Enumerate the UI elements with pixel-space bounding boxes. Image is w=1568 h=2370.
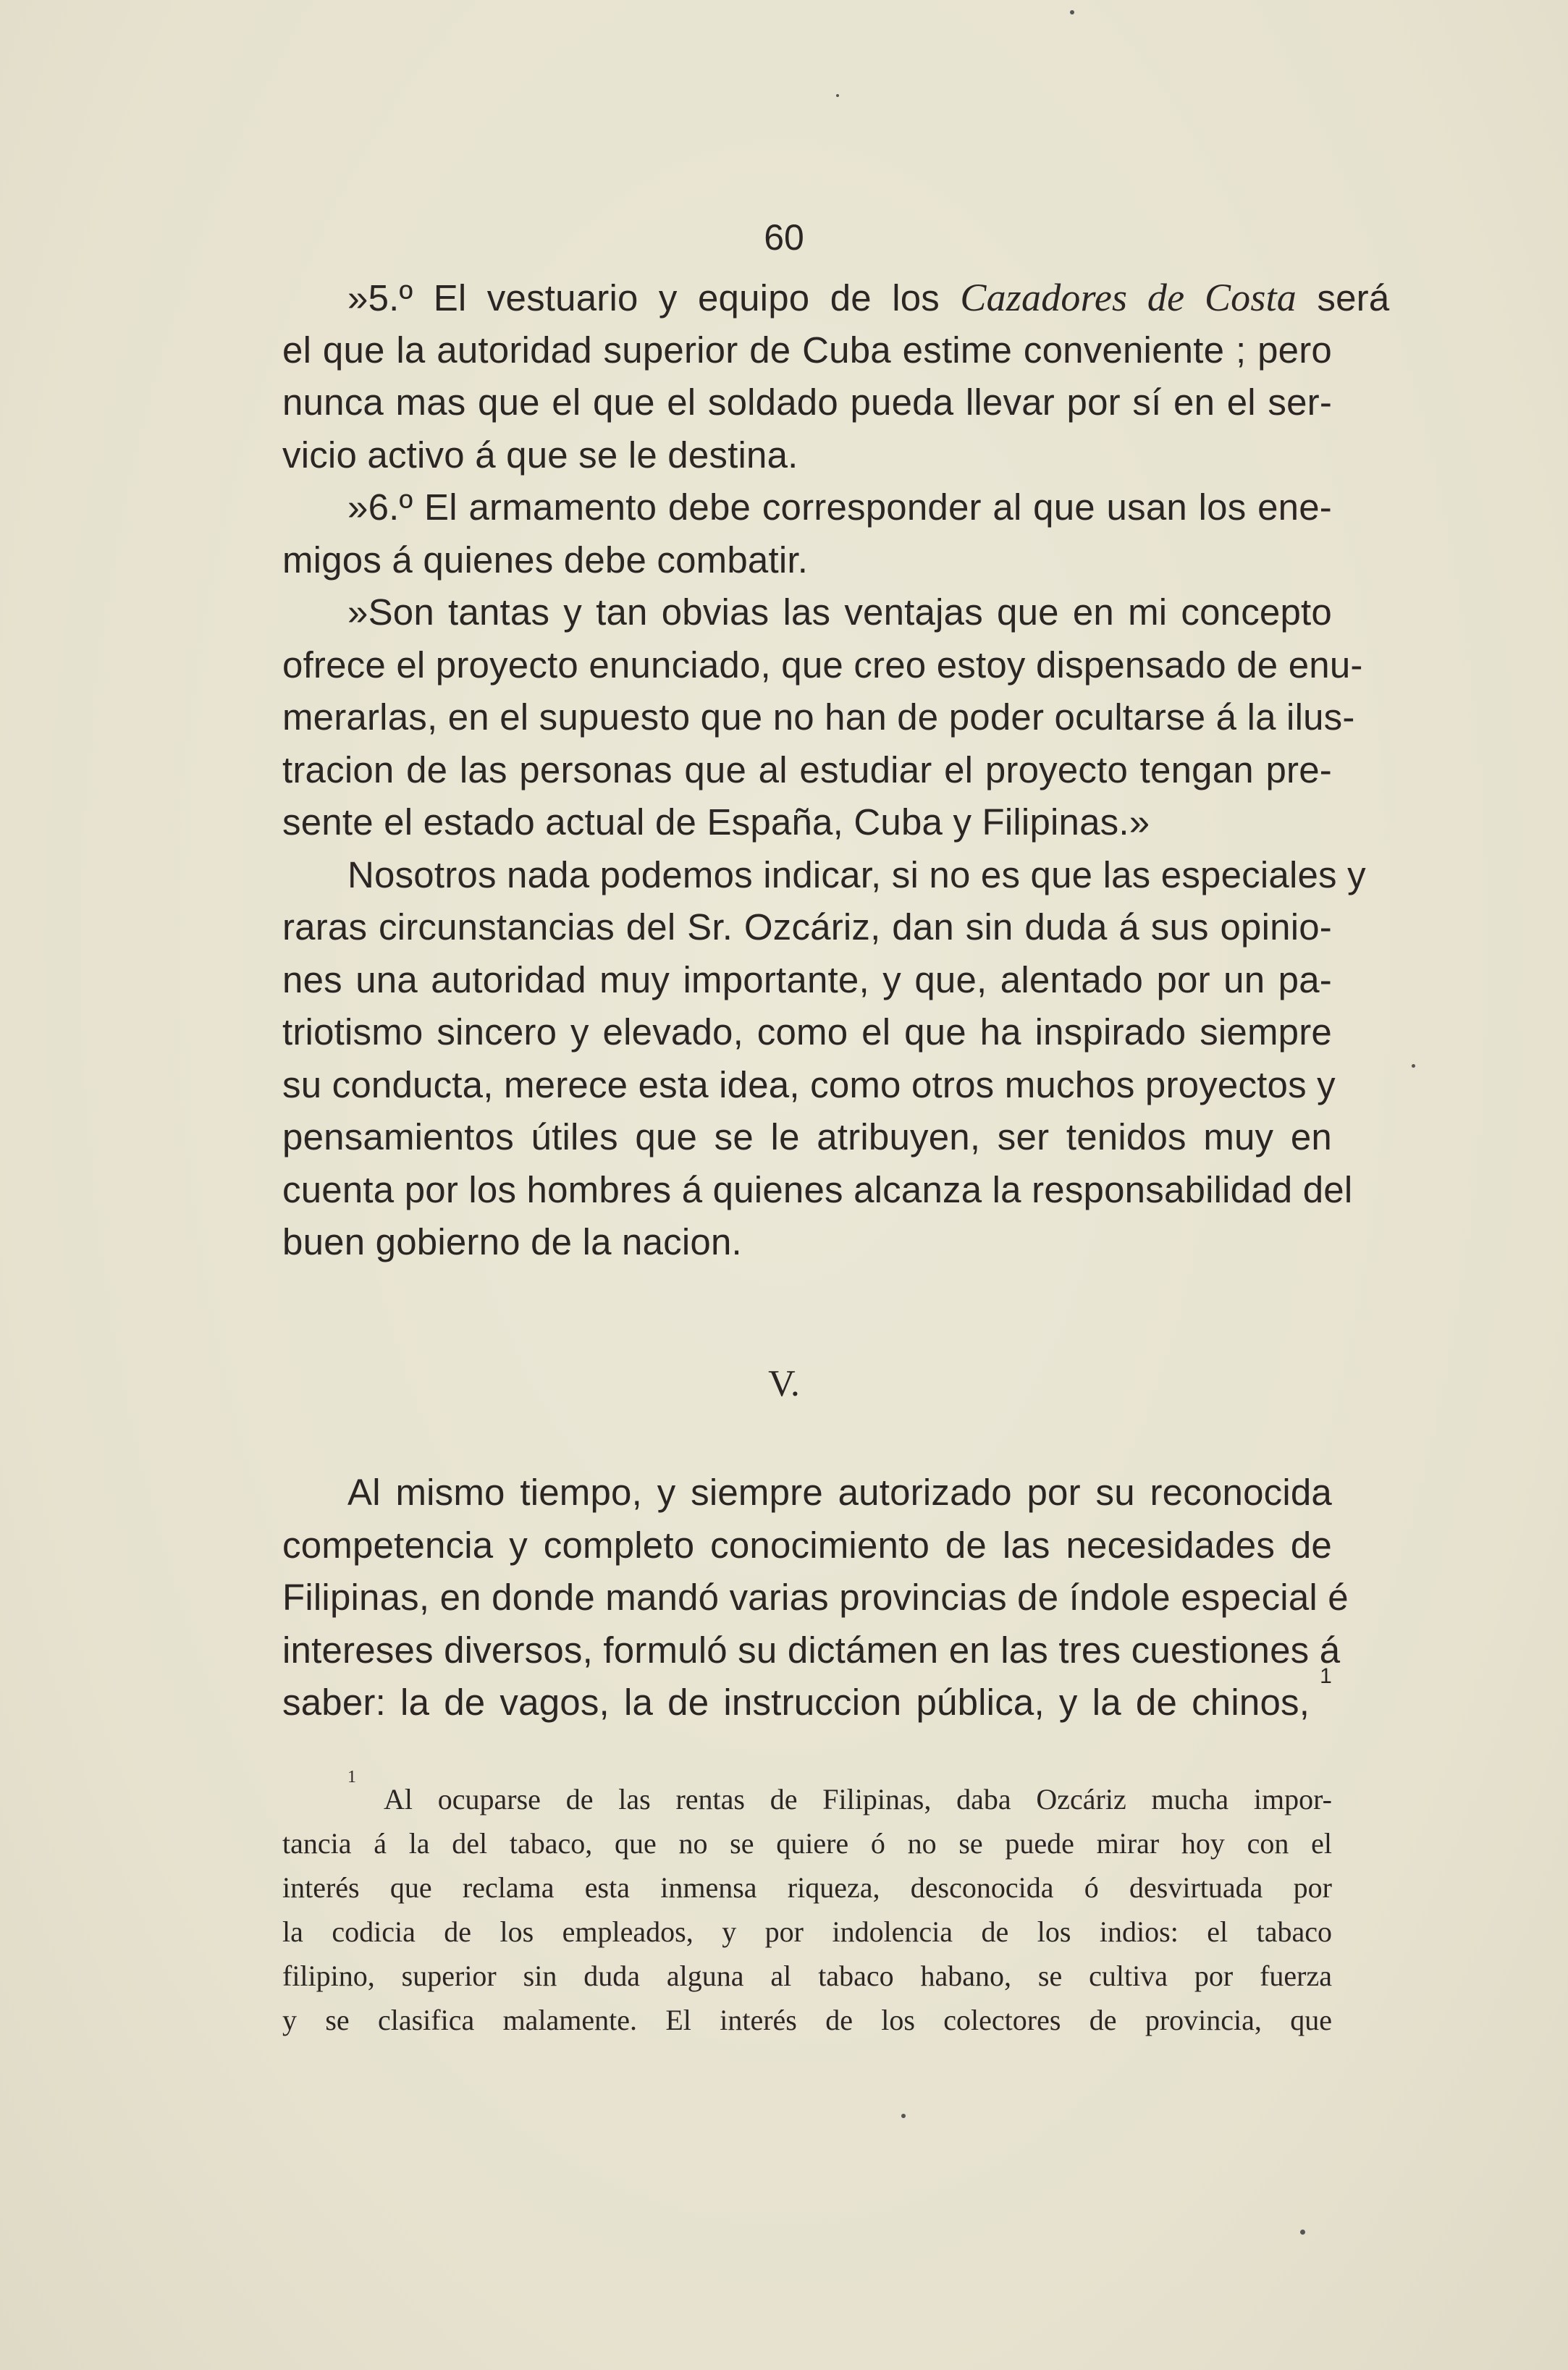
- text-line: [282, 324, 1332, 377]
- line-text: Nosotros nada podemos indicar, si no es que las especiales y: [347, 853, 1366, 895]
- text-line: [282, 796, 1332, 849]
- text-line: [282, 1006, 1332, 1059]
- line-text: Filipinas, en donde mandó varias provincias de índole especial é: [282, 1577, 1349, 1618]
- line-text: »5.º El vestuario y equipo de los: [347, 277, 961, 319]
- section-heading: V.: [768, 1363, 800, 1404]
- line-text: su conducta, merece esta idea, como otros muchos proyectos y: [282, 1063, 1336, 1105]
- line-text: será: [1297, 277, 1390, 319]
- line-text: interés que reclama esta inmensa riqueza, desconocida ó desvirtuada por: [282, 1871, 1332, 1904]
- main-text-block: [282, 271, 1390, 1269]
- italic-text: Cazadores de Costa: [960, 276, 1297, 319]
- line-text: vicio activo á que se le destina.: [282, 434, 798, 476]
- line-text: tancia á la del tabaco, que no se quiere ó no se puede mirar hoy con el: [282, 1827, 1332, 1860]
- footnote-reference[interactable]: 1: [1320, 1664, 1332, 1688]
- text-line: [282, 1111, 1332, 1164]
- text-line: [282, 954, 1332, 1007]
- text-line: [282, 639, 1363, 692]
- footnote-line: [282, 1865, 1332, 1910]
- footnote-line: [282, 1821, 1332, 1865]
- text-line: [282, 1664, 1332, 1729]
- line-text: buen gobierno de la nacion.: [282, 1221, 742, 1262]
- text-line: [282, 1519, 1332, 1572]
- line-text: »6.º El armamento debe corresponder al que usan los ene-: [347, 486, 1332, 528]
- footnote: [282, 1768, 1332, 2042]
- line-text: Al ocuparse de las rentas de Filipinas, daba Ozcáriz mucha impor-: [384, 1783, 1332, 1816]
- paper-speck: [901, 2114, 906, 2118]
- text-line: [282, 534, 1332, 587]
- paper-speck: [1070, 10, 1074, 14]
- footnote-line: [282, 1954, 1332, 1998]
- line-text: saber: la de vagos, la de instruccion pública, y la de chinos,: [282, 1682, 1310, 1723]
- text-line: [282, 376, 1332, 429]
- line-text: cuenta por los hombres á quienes alcanza la responsabilidad del: [282, 1168, 1353, 1210]
- line-text: Al mismo tiempo, y siempre autorizado por su reconocida: [347, 1472, 1332, 1513]
- line-text: la codicia de los empleados, y por indolencia de los indios: el tabaco: [282, 1915, 1332, 1948]
- text-line: [282, 849, 1366, 902]
- text-line: [282, 1467, 1332, 1519]
- line-text: ofrece el proyecto enunciado, que creo estoy dispensado de enu-: [282, 644, 1363, 686]
- section-text-block: [282, 1467, 1349, 1729]
- text-line: [282, 744, 1332, 797]
- text-line: [282, 481, 1332, 534]
- line-text: sente el estado actual de España, Cuba y Filipinas.»: [282, 801, 1150, 843]
- paper-speck: [836, 94, 839, 97]
- footnote-line: [282, 1910, 1332, 1954]
- line-text: »Son tantas y tan obvias las ventajas que en mi concepto: [347, 591, 1332, 633]
- page-number: 60: [764, 217, 804, 258]
- line-text: merarlas, en el supuesto que no han de poder ocultarse á la ilus-: [282, 696, 1355, 738]
- line-text: raras circunstancias del Sr. Ozcáriz, dan sin duda á sus opinio-: [282, 906, 1332, 948]
- text-line: [282, 901, 1332, 954]
- footnote-line: [282, 1768, 1332, 1821]
- text-line: [282, 691, 1355, 744]
- line-text: filipino, superior sin duda alguna al tabaco habano, se cultiva por fuerza: [282, 1960, 1332, 1992]
- line-inline: [347, 271, 1389, 324]
- paper-speck: [1300, 2230, 1305, 2235]
- line-text: intereses diversos, formuló su dictámen en las tres cuestiones á: [282, 1629, 1341, 1671]
- line-text: y se clasifica malamente. El interés de los colectores de provincia, que: [282, 2004, 1332, 2036]
- line-text: el que la autoridad superior de Cuba estime conveniente ; pero: [282, 329, 1332, 371]
- line-text: migos á quienes debe combatir.: [282, 539, 809, 581]
- text-line: [282, 1059, 1336, 1112]
- text-line: [282, 1216, 1332, 1269]
- text-line: [282, 429, 1332, 482]
- text-line: [282, 271, 1390, 324]
- line-text: pensamientos útiles que se le atribuyen, ser tenidos muy en: [282, 1116, 1332, 1157]
- line-text: nes una autoridad muy importante, y que, alentado por un pa-: [282, 958, 1332, 1000]
- line-text: nunca mas que el que el soldado pueda llevar por sí en el ser-: [282, 381, 1332, 423]
- text-line: [282, 1164, 1353, 1217]
- text-line: [282, 1572, 1349, 1624]
- line-text: competencia y completo conocimiento de las necesidades de: [282, 1524, 1332, 1566]
- line-text: tracion de las personas que al estudiar el proyecto tengan pre-: [282, 748, 1332, 790]
- text-line: [282, 586, 1332, 639]
- footnote-mark: 1: [347, 1768, 356, 1787]
- line-text: triotismo sincero y elevado, como el que ha inspirado siempre: [282, 1011, 1332, 1053]
- footnote-line: [282, 1998, 1332, 2042]
- text-line: [282, 1624, 1341, 1677]
- paper-speck: [1412, 1064, 1415, 1068]
